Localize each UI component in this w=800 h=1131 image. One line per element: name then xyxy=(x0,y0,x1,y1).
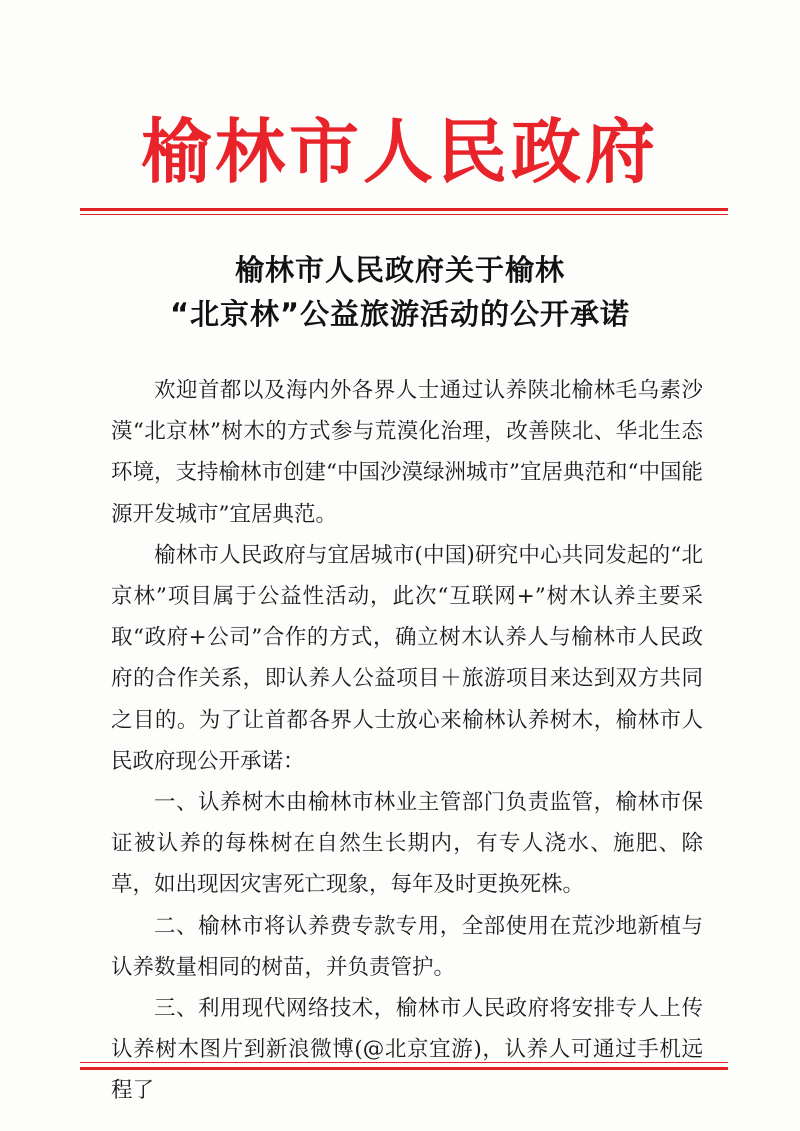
paragraph-welcome: 欢迎首都以及海内外各界人士通过认养陕北榆林毛乌素沙漠“北京林”树木的方式参与荒漠化治理，改善陕北、华北生态环境，支持榆林市创建“中国沙漠绿洲城市”宜居典范和“中国能源开发城市”宜居典范。 xyxy=(111,378,703,527)
document-title-line-1: 榆林市人民政府关于榆林 xyxy=(234,253,565,287)
header-divider-thick xyxy=(80,208,728,211)
header-divider-thin xyxy=(80,214,728,215)
paragraph-commitment-1: 一、认养树木由榆林市林业主管部门负责监管，榆林市保证被认养的每株树在自然生长期内，有专人浇水、施肥、除草，如出现因灾害死亡现象，每年及时更换死株。 xyxy=(111,790,703,898)
footer-divider-thin xyxy=(80,1062,728,1063)
footer-divider-thick xyxy=(80,1067,728,1070)
paragraph-commitment-2: 二、榆林市将认养费专款专用，全部使用在荒沙地新植与认养数量相同的树苗，并负责管护。 xyxy=(111,913,703,980)
issuer-header: 榆林市人民政府 xyxy=(141,110,659,193)
document-title-line-2: “北京林”公益旅游活动的公开承诺 xyxy=(169,297,631,331)
document-body xyxy=(111,370,703,1112)
paragraph-project: 榆林市人民政府与宜居城市(中国)研究中心共同发起的“北京林”项目属于公益性活动，此次“互联网+”树木认养主要采取“政府+公司”合作的方式，确立树木认养人与榆林市人民政府的合作关系，即认养人公益项目＋旅游项目来达到双方共同之目的。为了让首都各界人士放心来榆林认养树木，榆林市人民政府现公开承诺： xyxy=(111,542,703,774)
paragraph-commitment-3: 三、利用现代网络技术，榆林市人民政府将安排专人上传认养树木图片到新浪微博(@北京宜游)，认养人可通过手机远程了 xyxy=(111,996,703,1104)
